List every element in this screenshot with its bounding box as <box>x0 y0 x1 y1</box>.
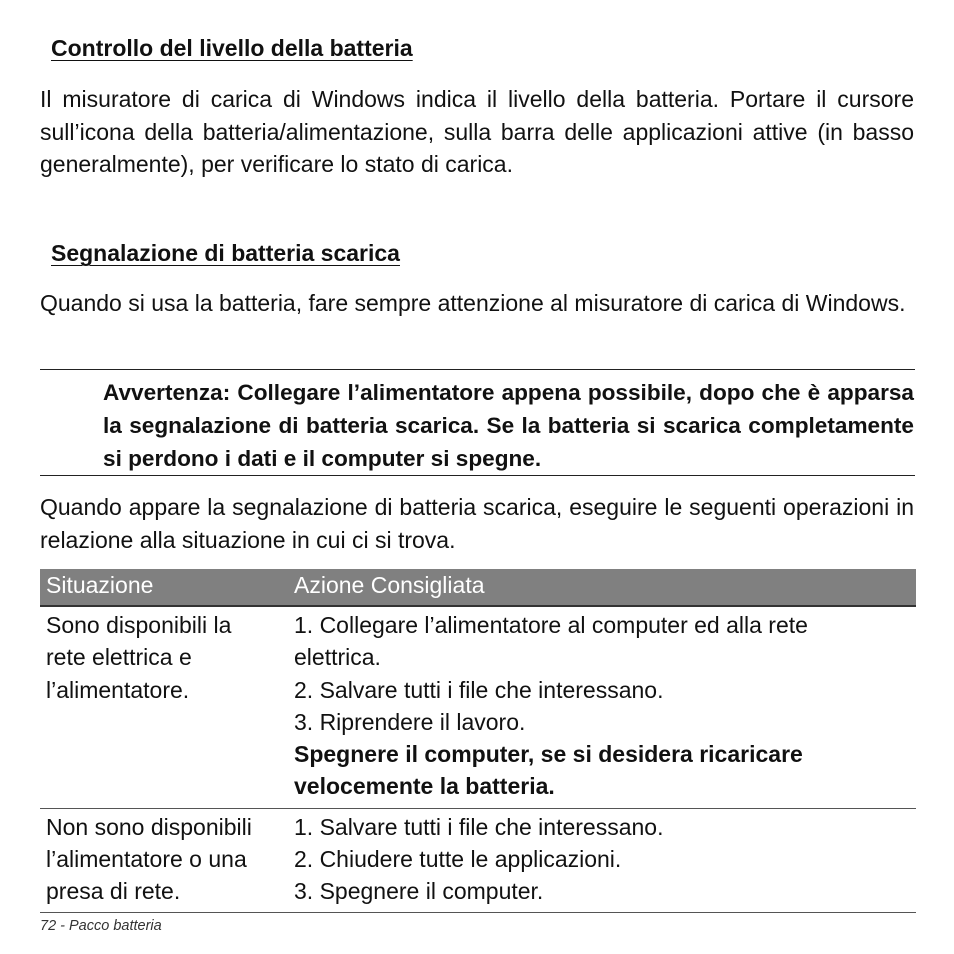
table-row <box>40 808 916 912</box>
low-battery-paragraph: Quando si usa la batteria, fare sempre attenzione al misuratore di carica di Windows. <box>40 290 906 316</box>
situation-line: Non sono disponibili <box>46 813 252 840</box>
action-line: elettrica. <box>294 644 381 671</box>
actions-table <box>40 569 916 913</box>
page-footer: 72 - Pacco batteria <box>40 918 162 934</box>
action-line: 3. Riprendere il lavoro. <box>294 708 526 735</box>
action-line: 2. Chiudere tutte le applicazioni. <box>294 846 622 873</box>
battery-level-paragraph: Il misuratore di carica di Windows indica il livello della batteria. Portare il cursore sull’icona della batteria/alimentazione, sulla barra delle applicazioni attive (in basso generalmente), per verificare lo stato di carica. <box>40 86 914 178</box>
situation-line: Sono disponibili la <box>46 612 232 638</box>
situation-line: l’alimentatore o una <box>46 846 247 873</box>
action-line: 3. Spegnere il computer. <box>294 878 544 905</box>
situation-cell <box>40 808 288 912</box>
header-action: Azione Consigliata <box>288 569 916 606</box>
action-line: 1. Collegare l’alimentatore al computer ed alla rete <box>294 612 808 638</box>
table-row <box>40 606 916 808</box>
action-line: 2. Salvare tutti i file che interessano. <box>294 676 664 703</box>
situation-line: rete elettrica e <box>46 644 192 671</box>
header-situation: Situazione <box>40 569 288 606</box>
action-note-line: Spegnere il computer, se si desidera ricaricare <box>294 741 803 768</box>
table-header-row <box>40 569 916 606</box>
low-battery-intro-paragraph: Quando appare la segnalazione di batteria scarica, eseguire le seguenti operazioni in relazione alla situazione in cui ci si trova. <box>40 494 914 553</box>
action-line: 1. Salvare tutti i file che interessano. <box>294 813 664 840</box>
section-heading-low-battery: Segnalazione di batteria scarica <box>51 240 400 266</box>
action-cell <box>288 808 916 912</box>
section-heading-battery-level: Controllo del livello della batteria <box>51 35 413 61</box>
warning-bottom-rule <box>40 475 915 476</box>
situation-cell <box>40 606 288 808</box>
warning-text: Avvertenza: Collegare l’alimentatore appena possibile, dopo che è apparsa la segnalazione di batteria scarica. Se la batteria si scarica completamente si perdono i dati e il computer si spegne. <box>103 380 914 471</box>
action-note-line: velocemente la batteria. <box>294 773 555 800</box>
situation-line: l’alimentatore. <box>46 676 190 703</box>
warning-top-rule <box>40 369 915 370</box>
situation-line: presa di rete. <box>46 878 181 905</box>
action-cell <box>288 606 916 808</box>
